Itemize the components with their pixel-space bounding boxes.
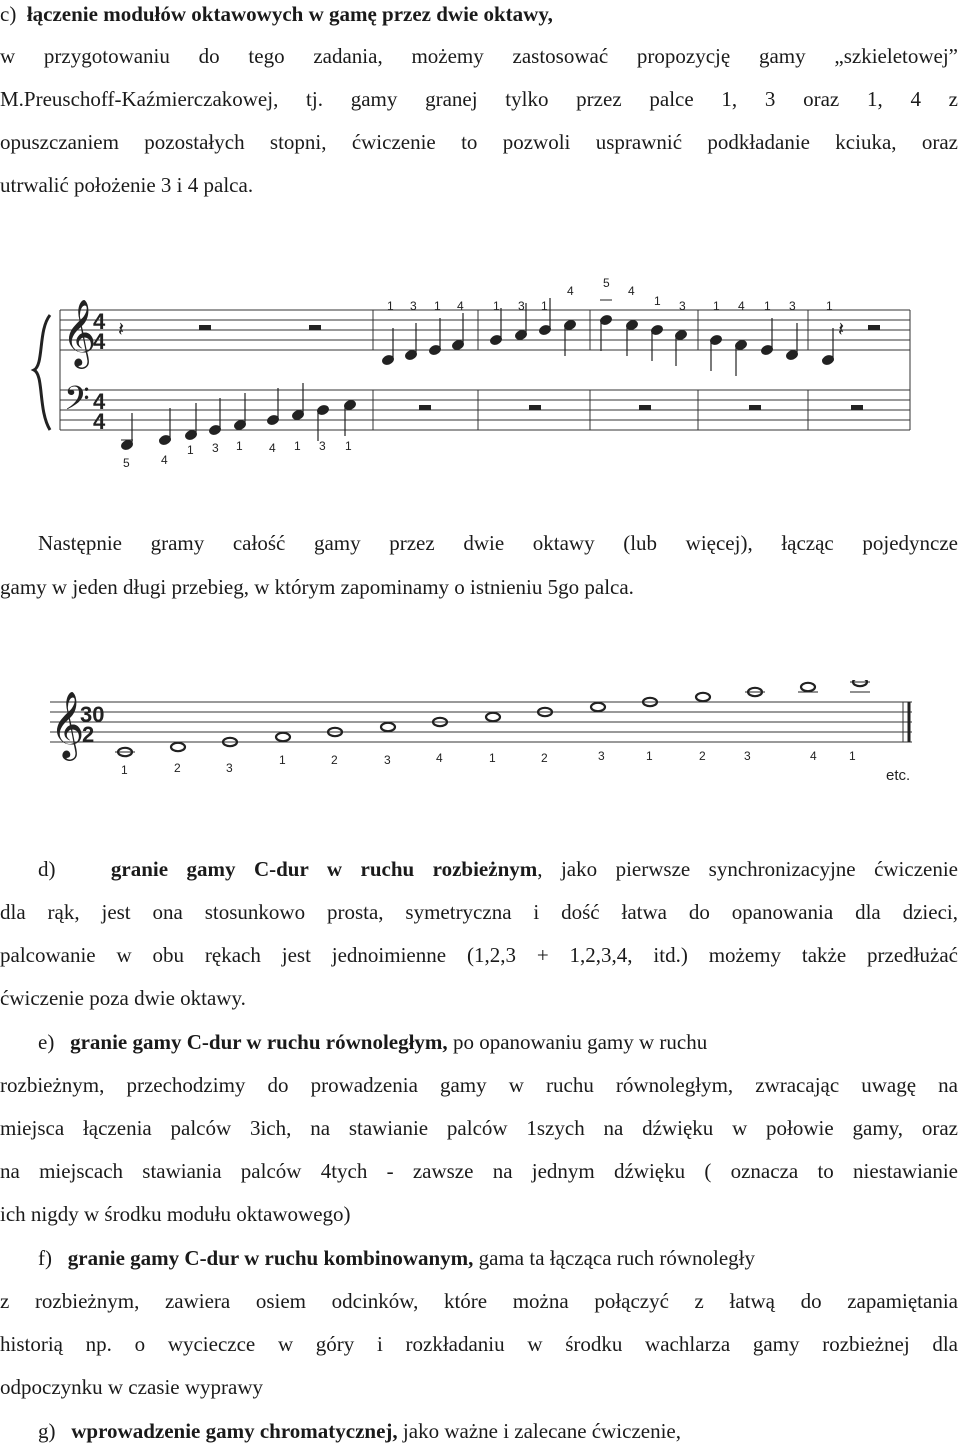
fingering-number: 4 (628, 284, 635, 298)
section-c-heading: c) łączenie modułów oktawowych w gamę przez dwie oktawy, (0, 2, 553, 26)
half-rest (639, 405, 651, 410)
fingering-number: 1 (294, 439, 301, 453)
section-c-line-2: M.Preuschoff-Kaźmierczakowej, tj. gamy granej tylko przez palce 1, 3 oraz 1, 4 z (0, 87, 958, 111)
fingering-number: 1 (826, 299, 833, 313)
whole-note (486, 713, 500, 721)
fingering-number: 4 (161, 453, 168, 467)
half-rest (309, 325, 321, 330)
fingering-number: 2 (331, 753, 338, 767)
fingering-number: 1 (713, 299, 720, 313)
whole-note (276, 733, 290, 741)
fingering-number: 1 (493, 299, 500, 313)
section-d-line-3: ćwiczenie poza dwie oktawy. (0, 986, 246, 1010)
half-rest (529, 405, 541, 410)
etc-label: etc. (886, 767, 911, 784)
fingering-number: 3 (679, 299, 686, 313)
fingering-number: 3 (518, 299, 525, 313)
treble-fingering (387, 276, 833, 313)
treble-staff (60, 310, 910, 350)
fingering-number: 1 (121, 763, 128, 777)
fingering-number: 1 (236, 439, 243, 453)
section-f-heading: f) granie gamy C-dur w ruchu kombinowanym, gama ta łącząca ruch równoległy (38, 1246, 756, 1270)
section-f-line-3: odpoczynku w czasie wyprawy (0, 1375, 263, 1399)
fingering-number: 1 (387, 299, 394, 313)
fingering-number: 4 (436, 751, 443, 765)
half-rest (868, 325, 880, 330)
whole-notes (115, 680, 870, 756)
half-rest (749, 405, 761, 410)
section-e-line-3: na miejscach stawiania palców 4tych - zawsze na jednym dźwięku ( oznacza to niestawianie (0, 1159, 958, 1183)
fingering-number: 1 (646, 749, 653, 763)
fingering-number: 5 (123, 456, 130, 470)
time-sig-treble-bottom: 4 (93, 329, 106, 354)
whole-note (381, 723, 395, 731)
fingering-number: 3 (598, 749, 605, 763)
fingering-number: 1 (279, 753, 286, 767)
treble-clef: 𝄞 (50, 692, 85, 757)
section-e-line-4: ich nigdy w środku modułu oktawowego) (0, 1202, 351, 1226)
fingering-number: 3 (410, 299, 417, 313)
fingering-number: 3 (384, 753, 391, 767)
section-e-heading: e) granie gamy C-dur w ruchu równoległym, po opanowaniu gamy w ruchu (38, 1030, 708, 1054)
fingering-number: 4 (567, 284, 574, 298)
brace (34, 315, 50, 430)
fingering-number: 1 (654, 294, 661, 308)
fingering-number: 3 (789, 299, 796, 313)
fingering-number: 4 (457, 299, 464, 313)
time-sig-bass-bottom: 4 (93, 409, 106, 434)
time-sig-top: 30 (80, 702, 105, 727)
fingering-number: 1 (764, 299, 771, 313)
time-sig-bass-top: 4 (93, 389, 106, 414)
fingering-number: 1 (187, 443, 194, 457)
fingering-number: 3 (226, 761, 233, 775)
whole-note (801, 683, 815, 691)
bass-staff (60, 390, 910, 430)
staff-lines (50, 702, 912, 742)
fingering-number: 4 (810, 749, 817, 763)
whole-note (696, 693, 710, 701)
section-f-line-1: z rozbieżnym, zawiera osiem odcinków, które można połączyć z łatwą do zapamiętania (0, 1289, 958, 1313)
section-c-line-4: utrwalić położenie 3 i 4 palca. (0, 173, 254, 197)
quarter-rest: 𝄽 (118, 319, 125, 341)
fingering-number: 3 (319, 439, 326, 453)
half-rest (851, 405, 863, 410)
half-rest (419, 405, 431, 410)
whole-note (853, 680, 867, 686)
treble-clef: 𝄞 (62, 300, 97, 365)
score-single-staff (0, 680, 960, 790)
barlines (60, 310, 910, 430)
fingering-number: 1 (489, 751, 496, 765)
fingering (121, 749, 856, 777)
section-d-heading: d) granie gamy C-dur w ruchu rozbieżnym, jako pierwsze synchronizacyjne ćwiczenie (38, 857, 959, 881)
score-grand-staff (0, 270, 960, 480)
fingering-number: 4 (738, 299, 745, 313)
fingering-number: 1 (434, 299, 441, 313)
bass-fingering (123, 439, 352, 470)
para-next-line-1: Następnie gramy całość gamy przez dwie oktawy (lub więcej), łącząc pojedyncze (38, 531, 958, 555)
section-c-line-1: w przygotowaniu do tego zadania, możemy zastosować propozycję gamy „szkieletowej” (0, 44, 958, 68)
para-next-line-2: gamy w jeden długi przebieg, w którym zapominamy o istnieniu 5go palca. (0, 575, 634, 599)
fingering-number: 3 (744, 749, 751, 763)
half-rest (199, 325, 211, 330)
bass-clef: 𝄢 (64, 381, 90, 425)
fingering-number: 3 (212, 441, 219, 455)
section-f-line-2: historią np. o wycieczce w góry i rozkładaniu w środku wachlarza gamy rozbieżnej dla (0, 1332, 958, 1356)
section-d-line-1: dla rąk, jest ona stosunkowo prosta, symetryczna i dość łatwa do opanowania dla dzieci, (0, 900, 958, 924)
whole-note (591, 703, 605, 711)
fingering-number: 2 (541, 751, 548, 765)
section-e-line-2: miejsca łączenia palców 3ich, na stawianie palców 1szych na dźwięku w połowie gamy, oraz (0, 1116, 958, 1140)
section-c-line-3: opuszczaniem pozostałych stopni, ćwiczenie to pozwoli usprawnić podkładanie kciuka, oraz (0, 130, 958, 154)
section-d-line-2: palcowanie w obu rękach jest jednoimienne (1,2,3 + 1,2,3,4, itd.) możemy także przedłużać (0, 943, 958, 967)
fingering-number: 2 (699, 749, 706, 763)
fingering-number: 1 (541, 299, 548, 313)
fingering-number: 5 (603, 276, 610, 290)
time-sig-bottom: 2 (82, 722, 95, 747)
fingering-number: 1 (345, 439, 352, 453)
section-g-heading: g) wprowadzenie gamy chromatycznej, jako ważne i zalecane ćwiczenie, (38, 1419, 681, 1443)
time-sig-treble-top: 4 (93, 309, 106, 334)
quarter-rest: 𝄽 (838, 319, 845, 341)
fingering-number: 1 (849, 749, 856, 763)
fingering-number: 4 (269, 441, 276, 455)
whole-note (171, 743, 185, 751)
fingering-number: 2 (174, 761, 181, 775)
section-e-line-1: rozbieżnym, przechodzimy do prowadzenia gamy w ruchu równoległym, zwracając uwagę na (0, 1073, 958, 1097)
